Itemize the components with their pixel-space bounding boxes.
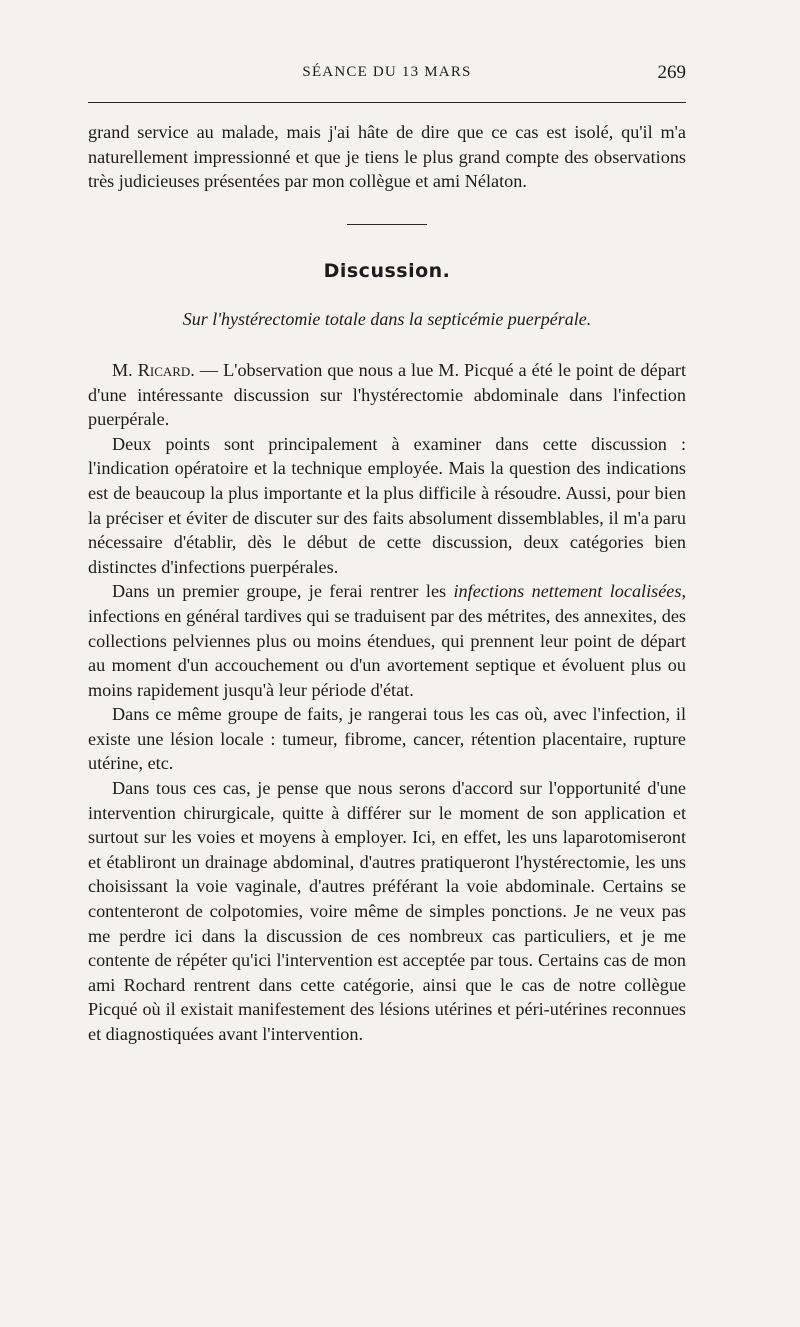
paragraph-3-start: Dans un premier groupe, je ferai rentrer les bbox=[112, 581, 454, 602]
paragraph-3-emphasis: infections nettement localisées bbox=[453, 581, 682, 602]
running-header bbox=[88, 64, 686, 88]
speaker-name: M. Ricard. bbox=[112, 359, 195, 380]
running-title: SÉANCE DU 13 MARS bbox=[302, 64, 472, 80]
paragraph-1 bbox=[88, 358, 686, 432]
paragraph-5: Dans tous ces cas, je pense que nous serons d'accord sur l'opportunité d'une intervention chirurgicale, quitte à différer sur le moment de son application et surtout sur les voies et moyens à employer. Ici, en effet, les uns laparotomiseront et établiront un drainage abdominal, d'autres pratiqueront l'hystérectomie, les uns choisissant la voie vaginale, d'autres préférant la voie abdominale. Certains se contenteront de colpotomies, voire même de simples ponctions. Je ne veux pas me perdre ici dans la discussion de ces nombreux cas particuliers, et je me contente de répéter qu'ici l'intervention est acceptée par tous. Certains cas de mon ami Rochard rentrent dans cette catégorie, ainsi que le cas de notre collègue Picqué où il existait manifestement des lésions utérines et péri-utérines reconnues et diagnostiquées avant l'intervention. bbox=[88, 778, 686, 1044]
section-divider bbox=[347, 224, 427, 225]
page-number: 269 bbox=[657, 62, 686, 83]
section-subtitle: Sur l'hystérectomie totale dans la septicémie puerpérale. bbox=[182, 309, 592, 330]
section-title: Discussion. bbox=[323, 259, 451, 282]
paragraph-3 bbox=[88, 579, 686, 702]
paragraph-1-text: — L'observation que nous a lue M. Picqué a été le point de départ d'une intéressante discussion sur l'hystérectomie abdominale dans l'infection puerpérale. bbox=[88, 359, 686, 430]
paragraph-2: Deux points sont principalement à examiner dans cette discussion : l'indication opératoire et la technique employée. Mais la question des indications est de beaucoup la plus importante et la plus difficile à résoudre. Aussi, pour bien la préciser et éviter de discuter sur des faits absolument dissemblables, il m'a paru nécessaire d'établir, dès le début de cette discussion, deux catégories bien distinctes d'infections puerpérales. bbox=[88, 433, 686, 577]
body-text bbox=[88, 120, 686, 1047]
intro-paragraph: grand service au malade, mais j'ai hâte de dire que ce cas est isolé, qu'il m'a naturellement impressionné et que je tiens le plus grand compte des observations très judicieuses présentées par mon collègue et ami Nélaton. bbox=[88, 122, 686, 192]
header-rule bbox=[88, 102, 686, 103]
paragraph-4: Dans ce même groupe de faits, je rangerai tous les cas où, avec l'infection, il existe une lésion locale : tumeur, fibrome, cancer, rétention placentaire, rupture utérine, etc. bbox=[88, 704, 686, 774]
paragraph-3-end: , infections en général tardives qui se traduisent par des métrites, des annexites, des collections pelviennes plus ou moins étendues, qui prennent leur point de départ au moment d'un accouchement ou d'un avortement septique et évoluent plus ou moins rapidement jusqu'à leur période d'état. bbox=[88, 581, 686, 700]
